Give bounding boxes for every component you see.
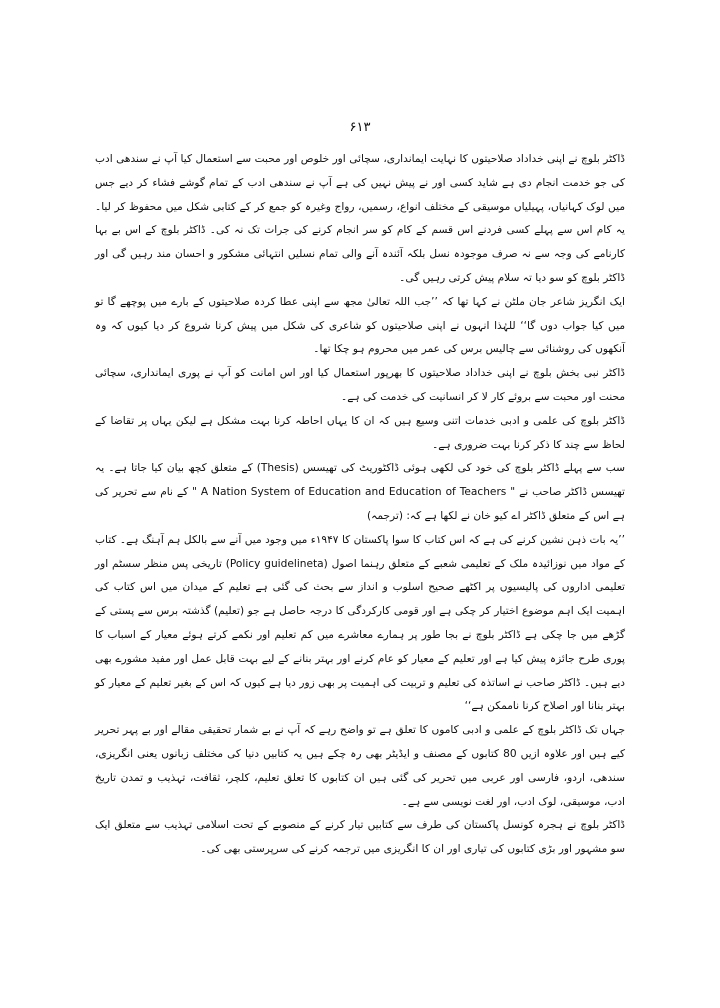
- paragraph-1: ڈاکٹر بلوچ نے اپنی خداداد صلاحیتوں کا نہایت ایمانداری، سچائی اور خلوص اور محبت سے استعمال کیا آپ نے سندھی ادب کی جو خدمت انجام دی ہے شاید کسی اور نے پیش نہیں کی ہے آپ نے سندھی ادب کے تمام گوشے فشاء کر دیے جس میں لوک کہانیاں، پہیلیاں موسیقی کے مختلف انواع، رسمیں، رواج وغیرہ کو جمع کر کے کتابی شکل میں محفوظ کر لیا۔ یہ کام اس سے پہلے کسی فردنے اس قسم کے کام کو سر انجام کرنے کی جرات تک نہ کی۔ ڈاکٹر بلوچ کے اس بے بہا کارنامے کی وجہ سے نہ صرف موجودہ نسل بلکہ آئندہ آنے والی تمام نسلیں انتہائی مشکور و احسان مند رہیں گی اور ڈاکٹر بلوچ کو سو دیا تہ سلام پیش کرتی رہیں گی۔: [95, 153, 625, 284]
- paragraph-7: جہاں تک ڈاکٹر بلوچ کے علمی و ادبی کاموں کا تعلق ہے تو واضح رہے کہ آپ نے بے شمار تحقیقی مقالے اور بے پہر تحریر کیے ہیں اور علاوہ ازیں 80 کتابوں کے مصنف و ایڈیٹر بھی رہ چکے ہیں یہ کتابیں دنیا کی مختلف زبانوں یعنی انگریزی، سندھی، اردو، فارسی اور عربی میں تحریر کی گئی ہیں ان کتابوں کا تعلق تعلیم، کلچر، ثقافت، تہذیب و تمدن تاریخ ادب، موسیقی، لوک ادب، اور لغت نویسی سے ہے۔: [95, 724, 626, 808]
- paragraph-3: ڈاکٹر نبی بخش بلوچ نے اپنی خداداد صلاحیتوں کا بھرپور استعمال کیا اور اس امانت کو آپ نے پوری ایمانداری، سچائی محنت اور محبت سے بروئے کار لا کر انسانیت کی خدمت کی ہے۔: [95, 367, 625, 403]
- body-text: [95, 148, 625, 862]
- paragraph-5: سب سے پہلے ڈاکٹر بلوچ کی خود کی لکھی ہوئی ڈاکٹوریٹ کی تھیسس (Thesis) کے متعلق کچھ بیان کیا جاتا ہے۔ یہ تھیسس ڈاکٹر صاحب نے " A Nation System of Education and Education of Teachers " کے نام سے تحریر کی ہے اس کے متعلق ڈاکٹر اے کیو خان نے لکھا ہے کہ: (ترجمہ): [95, 462, 625, 522]
- paragraph-2: ایک انگریز شاعر جان ملٹن نے کہا تھا کہ ’’جب اللہ تعالیٰ مجھ سے اپنی عطا کردہ صلاحیتوں کے بارے میں پوچھے گا تو میں کیا جواب دوں گا‘‘ للہٰذا انہوں نے اپنی صلاحیتوں کو شاعری کی شکل میں پیش کرنا شروع کر دیا کیوں کہ وہ آنکھوں کی روشنائی سے چالیس برس کی عمر میں محروم ہو چکا تھا۔: [95, 295, 625, 356]
- paragraph-8: ڈاکٹر بلوچ نے ہجرہ کونسل پاکستان کی طرف سے کتابیں تیار کرنے کے منصوبے کے تحت اسلامی تہذیب سے متعلق ایک سو مشہور اور بڑی کتابوں کی تیاری اور ان کا انگریزی میں ترجمہ کرنے کی سرپرستی بھی کی۔: [95, 819, 625, 856]
- paragraph-6-quote: ’’یہ بات ذہن نشین کرنے کی ہے کہ اس کتاب کا سوا پاکستان کا ۱۹۴۷ء میں وجود میں آنے سے بالکل ہم آہنگ ہے۔ کتاب کے مواد میں نوزائیدہ ملک کے تعلیمی شعبے کے متعلق رہنما اصول (Policy guidelineta) تاریخی پس منظر سسٹم اور تعلیمی اداروں کی پالیسیوں پر اکٹھے صحیح اسلوب و انداز سے بحث کی گئی ہے تعلیم کے میدان میں اس کتاب کی اہمیت ایک اہم موضوع اختیار کر چکی ہے اور قومی کارکردگی کا درجہ حاصل ہے جو (تعلیم) گذشتہ برس سے پستی کے گڑھے میں جا چکی ہے ڈاکٹر بلوچ نے بجا طور پر ہمارے معاشرے میں کم تعلیم اور نکمے کرتے ہوئے معیار کے اسباب کا پوری طرح جائزہ پیش کیا ہے اور تعلیم کے معیار کو عام کرنے اور بہتر بنانے کے لیے بہت قابل عمل اور مفید مشورے بھی دیے ہیں۔ ڈاکٹر صاحب نے اساتذہ کی تعلیم و تربیت کی اہمیت پر بھی زور دیا ہے کیوں کہ اس کے بغیر تعلیم کے معیار کو بہتر بنانا اور اصلاح کرنا ناممکن ہے‘‘: [95, 533, 625, 713]
- page-number: ۶۱۳: [349, 120, 371, 135]
- paragraph-4: ڈاکٹر بلوچ کی علمی و ادبی خدمات اتنی وسیع ہیں کہ ان کا یہاں احاطہ کرنا بہت مشکل ہے لیکن یہاں پر تقاضا کے لحاظ سے چند کا ذکر کرنا بہت ضروری ہے۔: [95, 414, 625, 451]
